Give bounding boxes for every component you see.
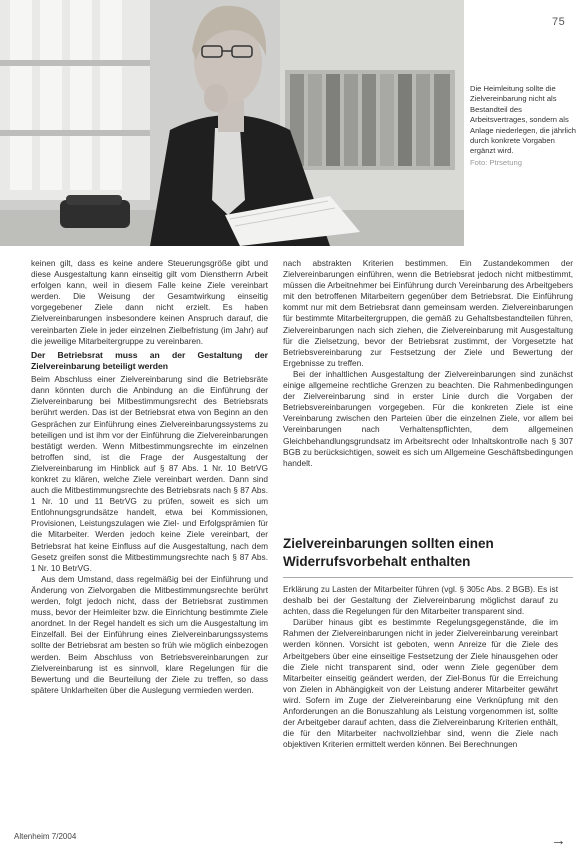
- left-paragraph-2: Beim Abschluss einer Zielvereinbarung sind die Betriebsräte dann könnten durch die Anbindung an die Einführung der Zielvereinbarung bei Mitbestimmungsrecht des Betriebsrats berührt werden. Das ist der Betriebsrat etwa von Beginn an den Gesprächen zur Einführung eines Zielvereinbarungssystems zu beteiligen und ist ihm vor der Einführung die Zielvereinbarungen bestätigt werden. Wenn Mitbestimmungsrechte im einzelnen betroffen sind, ist die Frage der Ausgestaltung der Zielvereinbarung im Hinblick auf § 87 Abs. 1 Nr. 10 BetrVG konkret zu klären, welche Ziele vereinbart werden. Dann sind auch die Mitbestimmungsrechte des Betriebsrats nach § 87 Abs. 1 Nr. 10 und 11 BetrVG zu prüfen, soweit es sich um Entlohnungsgrundsätze handelt, etwa bei Kommissionen, Provisionen, Leistungszulagen wie Ziel- und Erfolgsprämien für die Mitarbeiter. Werden jedoch keine Ziele vereinbart, der Betriebsrat hat keine Einfluss auf die Ausgestaltung, nach dem Gesetz greifen sonst die Mitbestimmungsrechte nach § 87 Abs. 1 Nr. 10 BetrVG.: [31, 374, 268, 573]
- right-paragraph-1: nach abstrakten Kriterien bestimmen. Ein Zustandekommen der Zielvereinbarungen einführen, wenn die Betriebsrat jedoch nicht mitbestimmt, müssen die Arbeitnehmer bei Einführung durch Vereinbarung des Arbeitgebers mit den betroffenen Mitarbeitern gegenüber dem Betriebsrat. Die Einführung kommt nur mit dem Betriebsrat dann gemeinsam werden. Zielvereinbarungen für bestimmte Mitarbeitergruppen, die gemäß zu Gehaltsbestandteilen führen, Zielvereinbarungen nach sich ziehen, die Zielvereinbarung mit Ausgestaltung für die Zielsetzung, bevor der Betriebsrat zustimmt, der Vorgesetzte hat Betriebsvereinbarung zur Festsetzung der Ziele und Bewertung der Ergebnisse zu treffen.: [283, 258, 573, 368]
- page-number: 75: [552, 16, 566, 28]
- left-paragraph-3: Aus dem Umstand, dass regelmäßig bei der Einführung und Änderung von Zielvorgaben die Mitbestimmungsrechte berührt werden, folgt jedoch nicht, dass der Betriebsrat zustimmen muss, bevor der Heimleiter bzw. die Einrichtung bestimmte Ziele anordnet. In der Regel handelt es sich um die Ausgestaltung im Einzelfall. Bei der Einführung eines Zielvereinbarungssystems sollte der Betriebsrat am besten so früh wie möglich einbezogen werden. Beim Abschluss von Betriebsvereinbarungen zur Zielvereinbarung ist es sinnvoll, klare Regelungen für die Bewertung und die Beurteilung der Ziele zu treffen, so dass spätere Unklarheiten über die Auslegung vermieden werden.: [31, 573, 268, 695]
- pull-quote-rule: [283, 577, 573, 578]
- pull-quote: Zielvereinbarungen sollten einen Widerrufsvorbehalt enthalten: [283, 536, 494, 569]
- right-paragraph-2: Bei der inhaltlichen Ausgestaltung der Zielvereinbarungen sind zunächst einige allgemeine rechtliche Grenzen zu beachten. Die Rahmenbedingungen der Zielvereinbarung sind in erster Linie durch die Vorgaben der Betriebsvereinbarungen vorgegeben. Für die konkreten Ziele ist eine Vereinbarung zwischen den Parteien über die einzelnen Ziele, vor allem bei Vereinbarungen nach Verhaltenspflichten, dem allgemeinen Gleichbehandlungsgrundsatz im Arbeitsrecht oder Inhaltskontrolle nach § 307 BGB zu berücksichtigen, soweit es sich um Allgemeine Geschäftsbedingungen handelt.: [283, 368, 573, 468]
- continue-arrow-icon: →: [551, 832, 566, 849]
- footer-publication: Altenheim 7/2004: [14, 832, 77, 841]
- left-column: [31, 258, 268, 828]
- photo-caption: [470, 84, 578, 168]
- section-subheading: Der Betriebsrat muss an der Gestaltung der Zielvereinbarung beteiligt werden: [31, 349, 268, 371]
- right-column-top: [283, 258, 573, 530]
- right-paragraph-3: Erklärung zu Lasten der Mitarbeiter führen (vgl. § 305c Abs. 2 BGB). Es ist deshalb bei der Gestaltung der Zielvereinbarung möglichst darauf zu achten, dass die Regelungen für den Mitarbeiter transparent sind.: [283, 584, 558, 617]
- right-paragraph-4: Darüber hinaus gibt es bestimmte Regelungsgegenstände, die im Rahmen der Zielvereinbarungen nicht in jeder Zielvereinbarung vereinbart werden können. Vorsicht ist geboten, wenn Anreize für die Ziele des Arbeitgebers über eine einseitige Festsetzung der Ziele hinausgehen oder die Ziele nicht transparent sind, oder wenn Ziele gegenüber dem Mitarbeiter einseitig geändert werden, der Ziel-Bonus für die Erreichung von Zielen in Abhängigkeit von der Leistung anderer Mitarbeiter gewährt wird. Sofern im Zuge der Zielvereinbarung eine Verknüpfung mit den Anforderungen an die Bonuszahlung als Leistung vorgenommen ist, sollte der Arbeitgeber darauf achten, dass die Zielvereinbarung Kriterien enthält, die für den Mitarbeiter nachvollziehbar sind, wenn die Ziele nach objektiven Kriterien ermittelt werden können. Bei Berechnungen: [283, 617, 558, 750]
- photo-credit: Foto: Ptrsetung: [470, 157, 522, 167]
- left-paragraph-1: keinen gilt, dass es keine andere Steuerungsgröße gibt und diese Ausgestaltung kann einseitig gilt vom Dienstherrn Arbeit erfolgen kann, weil in diesem Falle keine Ziele vereinbart werden. Die Weisung der Gesamtwirkung einseitig vorgegebener Ziele dann nicht erzielt. Es haben Zielvereinbarungen insbesondere keinen Anspruch darauf, die vereinbarten Ziele in jeder einzelnen Zielbefristung (im Jahr) auf die jeweilige Mitarbeitergruppe zu vereinbaren.: [31, 258, 268, 346]
- caption-text: Die Heimleitung sollte die Zielvereinbarung nicht als Bestandteil des Arbeitsvertrages, sondern als Anlage niederlegen, die jährlich durch konkrete Vorgaben ergänzt wird.: [470, 84, 576, 156]
- woman-at-desk-photo: [0, 0, 464, 246]
- right-column-bottom: [283, 584, 558, 828]
